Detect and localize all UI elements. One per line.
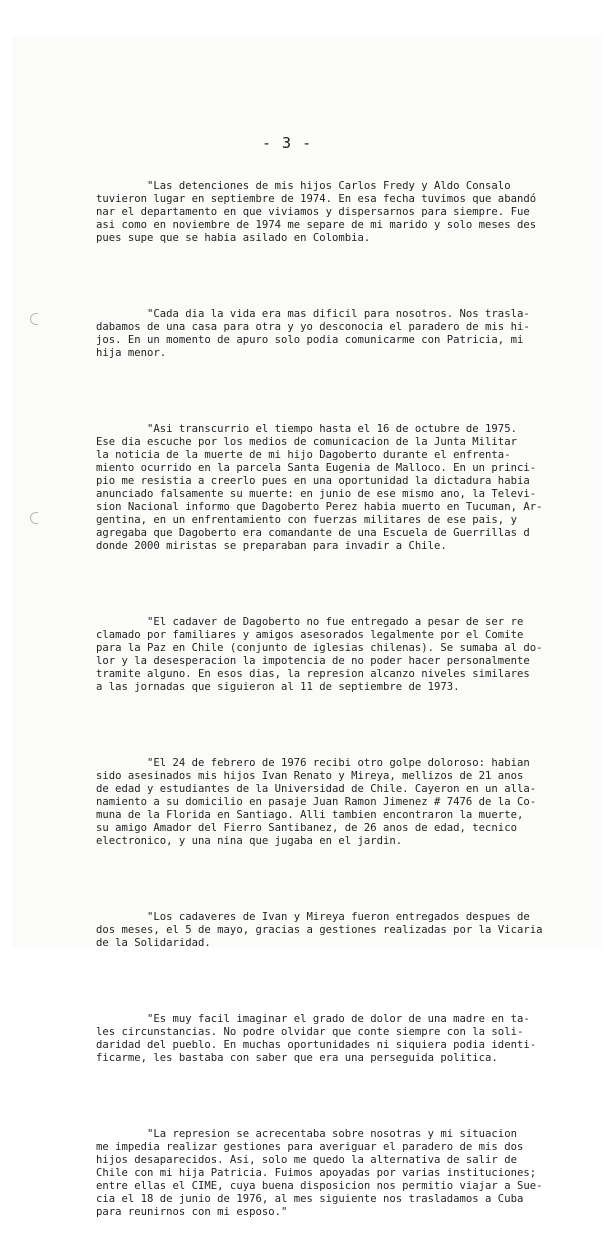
paragraph: "Las detenciones de mis hijos Carlos Fredy y Aldo Consalo tuvieron lugar en septiembre de 1974. En esa fecha tuvimos que abandó nar el departamento en que viviamos y dispersarnos para siempre. Fue asi como en noviembre de 1974 me separe de mi marido y solo meses des pues supe que se habia asilado en Colombia.	[96, 180, 537, 244]
paragraph: "El cadaver de Dagoberto no fue entregado a pesar de ser re clamado por familiares y amigos asesorados legalmente por el Comite para la Paz en Chile (conjunto de iglesias chilenas). Se sumaba al do- lor y la desesperacion la impotencia de no poder hacer personalmente tramite alguno. En esos dias, la represion alcanzo niveles similares a las jornadas que siguieron al 11 de septiembre de 1973.	[96, 616, 543, 693]
paragraph: "Cada dia la vida era mas dificil para nosotros. Nos trasla- dabamos de una casa para otra y yo desconocia el paradero de mis hi- jos. En un momento de apuro solo podia comunicarme con Patricia, mi hija menor.	[96, 308, 530, 359]
paragraph: "La represion se acrecentaba sobre nosotras y mi situacion me impedia realizar gestiones para averiguar el paradero de mis dos hijos desaparecidos. Asi, solo me quedo la alternativa de salir de Chile con mi hija Patricia. Fuimos apoyadas por varias instituciones; entre ellas el CIME, cuya buena disposicion nos permitio viajar a Sue- cia el 18 de junio de 1976, al mes siguiente nos trasladamos a Cuba para reunirnos con mi esposo."	[96, 1128, 543, 1218]
paragraph: "Asi transcurrio el tiempo hasta el 16 de octubre de 1975. Ese dia escuche por los medios de comunicacion de la Junta Militar la noticia de la muerte de mi hijo Dagoberto durante el enfrenta- miento ocurrido en la parcela Santa Eugenia de Malloco. En un princi- pio me resistia a creerlo pues en una oportunidad la dictadura habia anunciado falsamente su muerte: en junio de ese mismo ano, la Televi- sion Nacional informo que Dagoberto Perez habia muerto en Tucuman, Ar- gentina, en un enfrentamiento con fuerzas militares de ese pais, y agregaba que Dagoberto era comandante de una Escuela de Guerrillas d donde 2000 miristas se preparaban para invadir a Chile.	[96, 423, 543, 552]
paragraph: "Es muy facil imaginar el grado de dolor de una madre en ta- les circunstancias. No podre olvidar que conte siempre con la soli- daridad del pueblo. En muchas oportunidades ni siquiera podia identi- ficarme, les bastaba con saber que era una perseguida politica.	[96, 1013, 537, 1064]
punch-hole-mark	[30, 512, 38, 524]
punch-hole-mark	[30, 313, 38, 325]
body-text	[96, 154, 596, 1245]
document-page	[12, 36, 602, 1218]
paragraph: "Los cadaveres de Ivan y Mireya fueron entregados despues de dos meses, el 5 de mayo, gracias a gestiones realizadas por la Vicaria de la Solidaridad.	[96, 911, 543, 949]
page-number: - 3 -	[262, 134, 313, 152]
paragraph: "El 24 de febrero de 1976 recibi otro golpe doloroso: habian sido asesinados mis hijos Ivan Renato y Mireya, mellizos de 21 anos de edad y estudiantes de la Universidad de Chile. Cayeron en un alla- namiento a su domicilio en pasaje Juan Ramon Jimenez # 7476 de la Co- muna de la Florida en Santiago. Alli tambien encontraron la muerte, su amigo Amador del Fierro Santibanez, de 26 anos de edad, tecnico electronico, y una nina que jugaba en el jardin.	[96, 757, 537, 847]
